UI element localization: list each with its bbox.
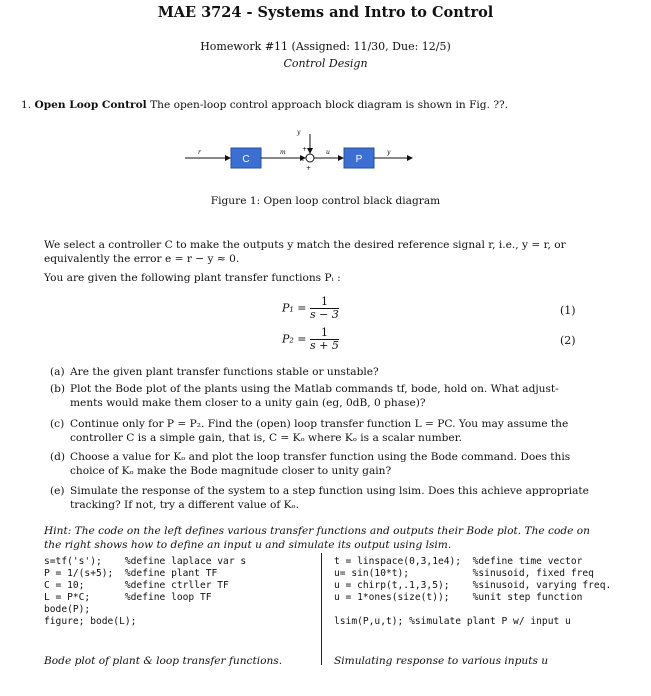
document-title: MAE 3724 - Systems and Intro to Control: [157, 4, 494, 21]
item-c: [50, 417, 630, 445]
item-label: (b): [50, 383, 66, 395]
item-label: (c): [50, 418, 65, 430]
equation-1-tag: (1): [560, 304, 576, 317]
code-right: t = linspace(0,3,1e4); %define time vector u= sin(10*t); %sinusoid, fixed freq u = chirp(t,.1,3,5); %sinusoid, varying freq. u = 1*ones(size(t)); %unit step function lsim(P,u,t); %simulate plant P w/ input u: [334, 556, 612, 627]
item-d: [50, 450, 630, 478]
hint-line-1: Hint: The code on the left defines various transfer functions and outputs their Bode plot. The code on: [44, 525, 590, 537]
paragraph-1: [44, 238, 634, 266]
controller-label: C: [242, 154, 250, 165]
hint-text: [44, 524, 644, 552]
problem-intro: The open-loop control approach block diagram is shown in Fig. ??.: [150, 99, 509, 111]
signal-u-label: u: [326, 149, 330, 156]
item-line: Choose a value for Kₒ and plot the loop transfer function using the Bode command. Does this: [70, 451, 571, 463]
item-label: (e): [50, 485, 65, 497]
equation-2-tag: (2): [560, 334, 576, 347]
caption-left: Bode plot of plant & loop transfer functions.: [44, 655, 283, 667]
item-line: controller C is a simple gain, that is, C = Kₒ where Kₒ is a scalar number.: [70, 432, 462, 444]
summing-junction: [306, 154, 314, 162]
signal-r-label: r: [198, 149, 201, 156]
minus-sign: -: [302, 157, 305, 164]
equation-2: [282, 327, 339, 352]
code-left: s=tf('s'); %define laplace var s P = 1/(s+5); %define plant TF C = 10; %define ctrller TF L = P*C; %define loop TF bode(P); figure; bode(L);: [44, 556, 247, 627]
equation-1-lhs: P₁ =: [282, 301, 307, 315]
plant-label: P: [355, 154, 363, 165]
hint-line-2: the right shows how to define an input u and simulate its output using lsim.: [44, 539, 452, 551]
signal-m-label: m: [280, 149, 286, 156]
item-line: Plot the Bode plot of the plants using the Matlab commands tf, bode, hold on. What adjust-: [70, 383, 559, 395]
equation-2-lhs: P₂ =: [282, 332, 307, 346]
paragraph-1-line-1: We select a controller C to make the outputs y match the desired reference signal r, i.e., y = r, or: [44, 239, 566, 251]
item-line: Continue only for P = P₂. Find the (open) loop transfer function L = PC. You may assume the: [70, 418, 569, 430]
signal-y-feedback-label: y: [297, 129, 301, 136]
equation-1-numerator: 1: [310, 296, 339, 309]
paragraph-2: You are given the following plant transfer functions Pᵢ :: [44, 272, 341, 284]
item-line: Simulate the response of the system to a step function using lsim. Does this achieve appropriate: [70, 485, 589, 497]
equation-1: [282, 296, 339, 321]
item-e: [50, 484, 630, 512]
equation-2-numerator: 1: [310, 327, 339, 340]
plus-sign-bottom: +: [306, 165, 312, 172]
problem-heading: Open Loop Control: [34, 99, 147, 111]
signal-y-output-label: y: [387, 149, 391, 156]
item-line: choice of Kₒ make the Bode magnitude closer to unity gain?: [70, 465, 392, 477]
item-a: [50, 365, 630, 379]
item-b: [50, 382, 630, 410]
homework-info: Homework #11 (Assigned: 11/30, Due: 12/5): [200, 40, 451, 53]
code-divider: [321, 553, 322, 665]
equation-1-fraction: [310, 296, 339, 321]
paragraph-1-line-2: equivalently the error e = r − y ≈ 0.: [44, 253, 240, 265]
item-label: (a): [50, 366, 65, 378]
item-line: Are the given plant transfer functions stable or unstable?: [70, 366, 379, 378]
caption-right: Simulating response to various inputs u: [334, 655, 549, 667]
item-label: (d): [50, 451, 66, 463]
homework-subtitle: Control Design: [283, 57, 368, 70]
plus-sign-top: +: [302, 146, 308, 153]
equation-2-fraction: [310, 327, 339, 352]
item-line: ments would make them closer to a unity gain (eg, 0dB, 0 phase)?: [70, 397, 426, 409]
block-diagram: [180, 126, 420, 190]
figure-caption: Figure 1: Open loop control black diagram: [210, 195, 441, 207]
problem-number: 1.: [21, 99, 32, 111]
equation-2-denominator: s + 5: [310, 339, 339, 352]
equation-1-denominator: s − 3: [310, 308, 339, 321]
problem-1-line: [21, 98, 508, 112]
item-line: tracking? If not, try a different value of Kₒ.: [70, 499, 299, 511]
